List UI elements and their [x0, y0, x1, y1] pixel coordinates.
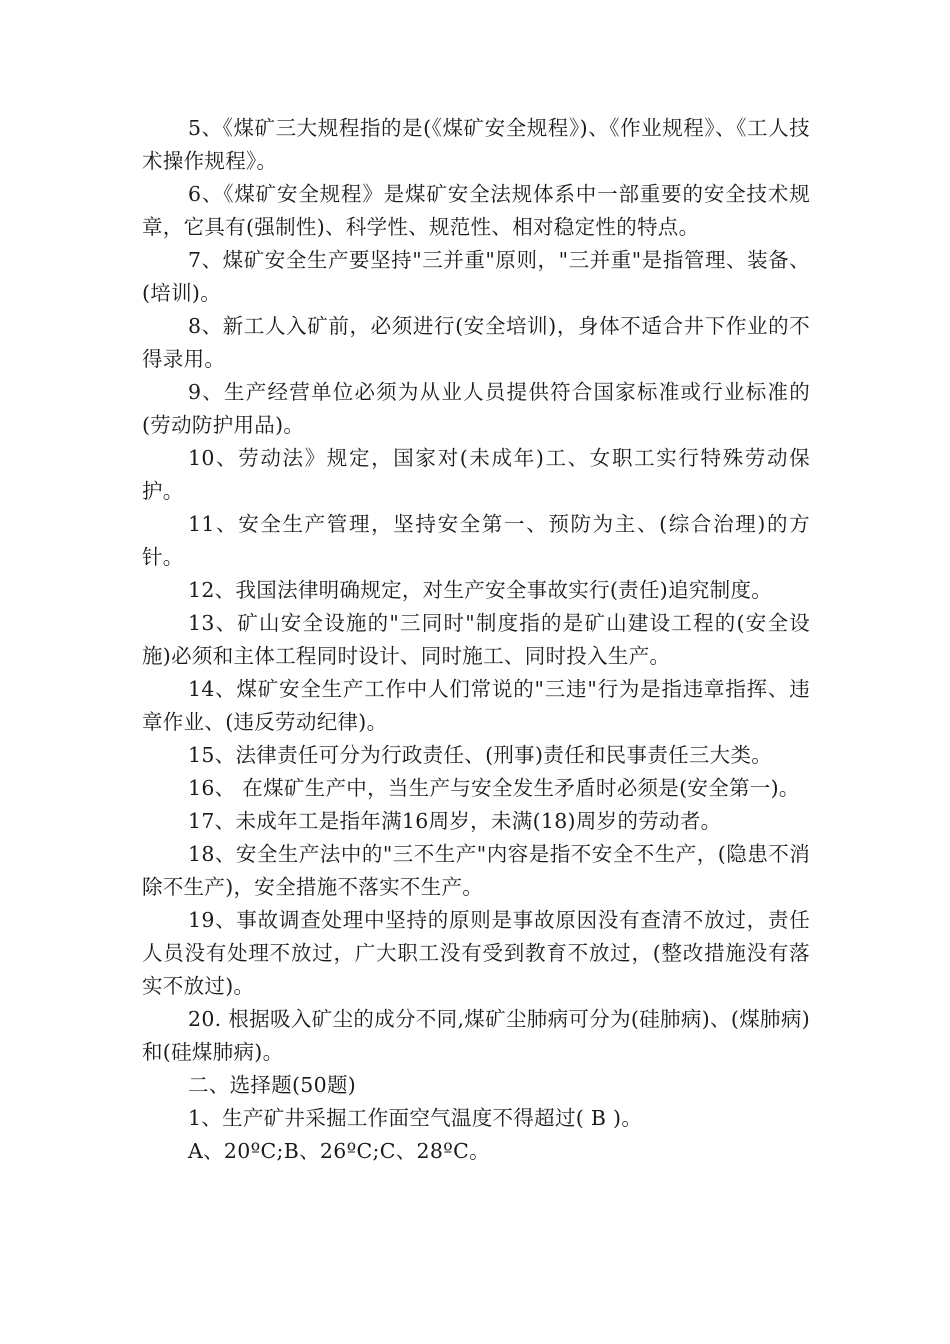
fill-question-20: 20. 根据吸入矿尘的成分不同,煤矿尘肺病可分为(硅肺病)、(煤肺病)和(硅煤肺病)。 — [142, 1007, 810, 1064]
fill-question-8: 8、新工人入矿前，必须进行(安全培训)，身体不适合井下作业的不得录用。 — [142, 314, 810, 371]
document-body — [142, 112, 810, 1168]
fill-question-12: 12、我国法律明确规定，对生产安全事故实行(责任)追究制度。 — [188, 578, 773, 602]
fill-question-15: 15、法律责任可分为行政责任、(刑事)责任和民事责任三大类。 — [188, 743, 773, 767]
fill-question-19: 19、事故调查处理中坚持的原则是事故原因没有查清不放过，责任人员没有处理不放过，广大职工没有受到教育不放过，(整改措施没有落实不放过)。 — [142, 908, 810, 998]
fill-question-16: 16、 在煤矿生产中，当生产与安全发生矛盾时必须是(安全第一)。 — [188, 776, 800, 800]
choice-question-1-options: A、20ºC;B、26ºC;C、28ºC。 — [188, 1139, 490, 1163]
fill-question-9: 9、生产经营单位必须为从业人员提供符合国家标准或行业标准的(劳动防护用品)。 — [142, 380, 810, 437]
fill-question-5: 5、《煤矿三大规程指的是(《煤矿安全规程》)、《作业规程》、《工人技术操作规程》。 — [142, 116, 810, 173]
fill-question-6: 6、《煤矿安全规程》是煤矿安全法规体系中一部重要的安全技术规章，它具有(强制性)、科学性、规范性、相对稳定性的特点。 — [142, 182, 810, 239]
section-heading: 二、选择题(50题) — [188, 1073, 357, 1097]
fill-question-7: 7、煤矿安全生产要坚持"三并重"原则，"三并重"是指管理、装备、(培训)。 — [142, 248, 810, 305]
fill-question-10: 10、劳动法》规定，国家对(未成年)工、女职工实行特殊劳动保护。 — [142, 446, 810, 503]
fill-question-18: 18、安全生产法中的"三不生产"内容是指不安全不生产，(隐患不消除不生产)，安全措施不落实不生产。 — [142, 842, 810, 899]
choice-question-1: 1、生产矿井采掘工作面空气温度不得超过( B )。 — [188, 1106, 643, 1130]
fill-question-13: 13、矿山安全设施的"三同时"制度指的是矿山建设工程的(安全设施)必须和主体工程同时设计、同时施工、同时投入生产。 — [142, 611, 810, 668]
fill-question-11: 11、安全生产管理，坚持安全第一、预防为主、(综合治理)的方针。 — [142, 512, 810, 569]
fill-question-17: 17、未成年工是指年满16周岁，未满(18)周岁的劳动者。 — [188, 809, 722, 833]
fill-question-14: 14、煤矿安全生产工作中人们常说的"三违"行为是指违章指挥、违章作业、(违反劳动纪律)。 — [142, 677, 810, 734]
